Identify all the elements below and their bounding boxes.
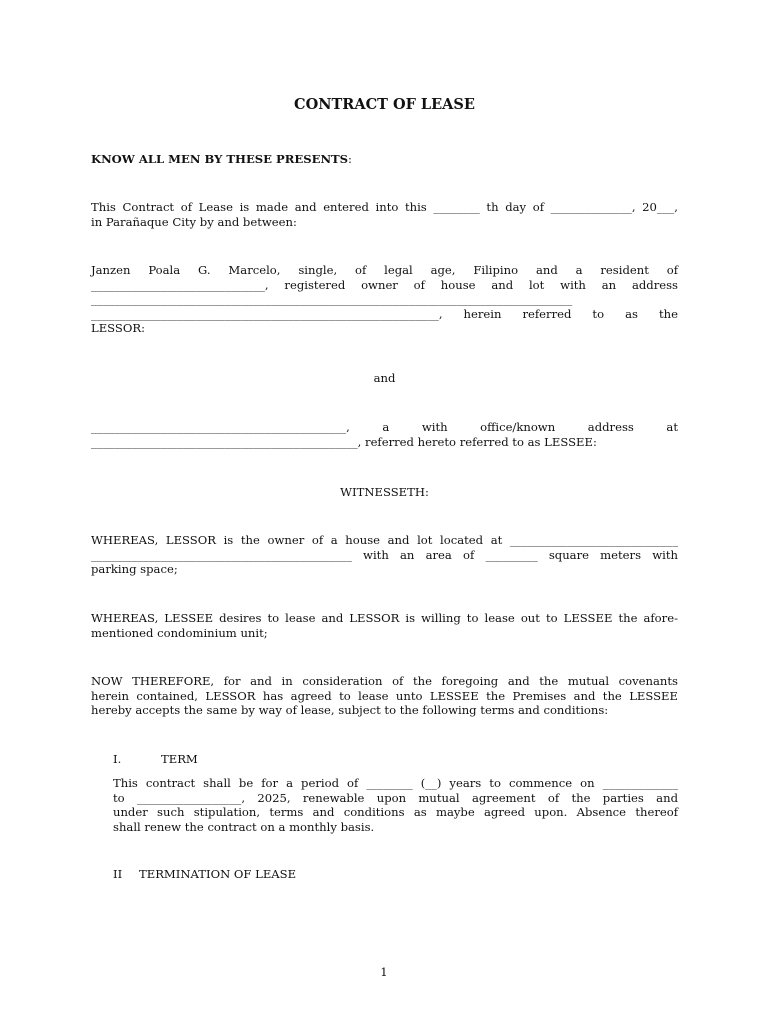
now-therefore-line: hereby accepts the same by way of lease, subject to the following terms and conditions:: [91, 703, 609, 717]
page-number: 1: [380, 965, 388, 979]
whereas-line: WHEREAS, LESSOR is the owner of a house and lot located at _____________________________: [91, 533, 678, 547]
lessee-line: ____________________________________________, a with office/known address at: [91, 420, 678, 434]
document-title: CONTRACT OF LEASE: [294, 96, 475, 113]
term-paragraph: [113, 776, 678, 834]
section-title: TERMINATION OF LEASE: [139, 867, 297, 881]
term-line: shall renew the contract on a monthly basis.: [113, 819, 375, 834]
whereas-line: WHEREAS, LESSEE desires to lease and LESSOR is willing to lease out to LESSEE the afore-: [91, 611, 678, 625]
lessor-line: ____________________________________________________________, herein referred to as the: [91, 306, 678, 321]
know-all-men-bold: KNOW ALL MEN BY THESE PRESENTS: [91, 152, 349, 166]
lessor-line: Janzen Poala G. Marcelo, single, of legal age, Filipino and a resident of: [91, 263, 678, 277]
section-number: II: [113, 867, 123, 881]
section-heading-term: [113, 752, 198, 767]
intro-line: This Contract of Lease is made and entered into this ________ th day of ______________, 20___,: [91, 200, 678, 214]
lessor-line: ______________________________, registered owner of house and lot with an address: [91, 277, 678, 292]
lessor-paragraph: [91, 263, 678, 336]
section-title: TERM: [161, 752, 198, 766]
whereas-line: parking space;: [91, 562, 178, 576]
section-number: I.: [113, 752, 122, 766]
whereas-line: mentioned condominium unit;: [91, 625, 268, 640]
section-heading-termination: [113, 867, 296, 882]
lessee-paragraph: [91, 420, 678, 449]
intro-line: in Parañaque City by and between:: [91, 214, 297, 229]
now-therefore-line: herein contained, LESSOR has agreed to lease unto LESSEE the Premises and the LESSEE: [91, 688, 678, 703]
witnesseth-heading: WITNESSETH:: [340, 485, 429, 499]
lessor-line: LESSOR:: [91, 321, 145, 335]
now-therefore-paragraph: [91, 674, 678, 718]
intro-paragraph: [91, 200, 678, 229]
whereas-paragraph-2: [91, 611, 678, 640]
now-therefore-line: NOW THEREFORE, for and in consideration of the foregoing and the mutual covenants: [91, 674, 678, 688]
know-all-men-heading: [91, 152, 678, 167]
term-line: to __________________, 2025, renewable upon mutual agreement of the parties and: [113, 790, 678, 805]
whereas-line: _____________________________________________ with an area of _________ square meters with: [91, 547, 678, 562]
term-line: under such stipulation, terms and conditions as maybe agreed upon. Absence thereof: [113, 805, 678, 819]
and-separator: and: [373, 371, 396, 385]
know-all-men-colon: :: [348, 152, 352, 166]
lessor-line: ___________________________________________________________________________________: [91, 292, 573, 306]
whereas-paragraph-1: [91, 533, 678, 577]
term-line: This contract shall be for a period of ________ (__) years to commence on _____________: [113, 776, 678, 790]
lessee-line: ______________________________________________, referred hereto referred to as LESSEE:: [91, 434, 597, 449]
